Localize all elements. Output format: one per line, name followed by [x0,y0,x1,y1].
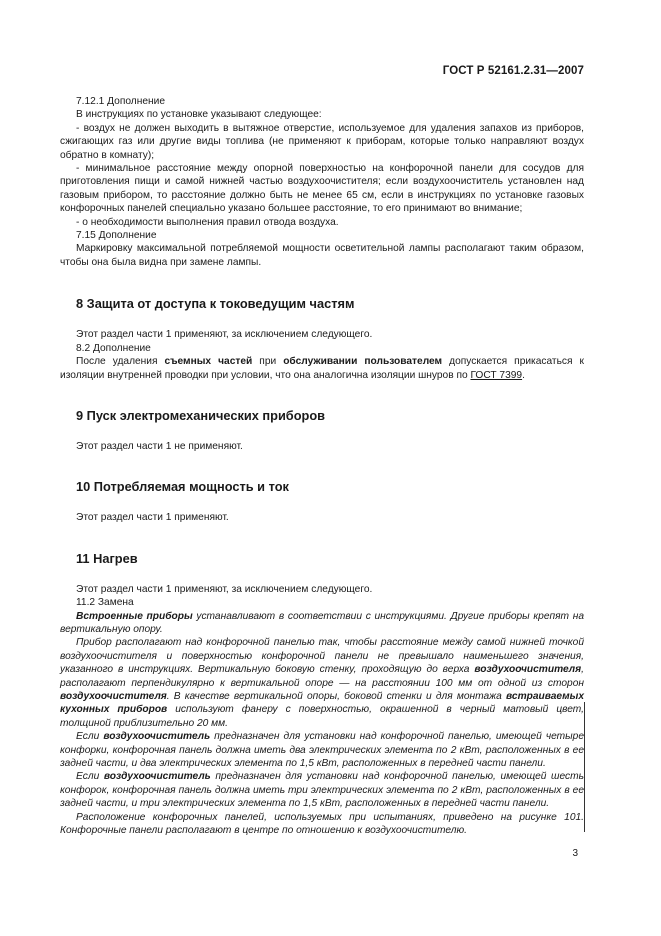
section-8-heading: 8 Защита от доступа к токоведущим частям [76,296,355,312]
subclause-8-2-heading: 8.2 Дополнение [76,342,151,354]
document-code: ГОСТ Р 52161.2.31—2007 [442,65,584,77]
subclause-7-15-heading: 7.15 Дополнение [76,230,157,242]
list-item: - минимальное расстояние между опорной поверхностью на конфорочной панели для сосудов для приготовления пищи и самой нижней частью воздухоочистителя; если воздухоочиститель установлен над газовым прибором, то расстояние должно быть не менее 65 см, если в инструкциях по установке газовых конфорочных панелей специально указано большее расстояние, то его принимают во внимание; [60,163,584,215]
list-item: - о необходимости выполнения правил отвода воздуха. [76,216,339,228]
page-body [60,95,584,837]
page-number: 3 [572,848,578,859]
change-bar [584,702,585,832]
paragraph: Прибор располагают над конфорочной панелью так, чтобы расстояние между самой нижней точкой воздухоочистителя и поверхностью конфорочной панели не превышало наименьшего значения, указанного в инструкциях. Вертикальную боковую стенку, проходящую до верха воздухоочистителя, располагают перпендикулярно к вертикальной опоре — на расстоянии 100 мм от одной из сторон воздухоочистителя. В качестве вертикальной опоры, боковой стенки и для монтажа встраиваемых кухонных приборов используют фанеру с поверхностью, окрашенной в черный матовый цвет, толщиной приблизительно 20 мм. [60,637,585,729]
paragraph: Расположение конфорочных панелей, используемых при испытаниях, приведено на рисунке 101. Конфорочные панели располагают в центре по отношению к воздухоочистителю. [60,811,584,837]
paragraph: Если воздухоочиститель предназначен для установки над конфорочной панелью, имеющей четыре конфорки, конфорочная панель должна иметь два электрических элемента по 2 кВт, расположенных в ее задней части, и два электрических элемента по 1,5 кВт, расположенных в передней части панели. [60,731,584,769]
paragraph: Этот раздел части 1 применяют. [76,512,229,524]
section-9-heading: 9 Пуск электромеханических приборов [76,407,326,423]
paragraph: После удаления съемных частей при обслуживании пользователем допускается прикасаться к изоляции внутренней проводки при условии, что она аналогична изоляции шнуров по ГОСТ 7399. [60,356,584,381]
subclause-11-2-heading: 11.2 Замена [76,597,134,609]
section-11-heading: 11 Нагрев [76,550,138,566]
list-item: - воздух не должен выходить в вытяжное отверстие, используемое для удаления запахов из приборов, сжигающих газ или другие виды топлива (не применяют к приборам, которые только направляют воздух обратно в комнату); [60,122,584,161]
paragraph: Этот раздел части 1 применяют, за исключением следующего. [76,329,373,341]
paragraph: В инструкциях по установке указывают следующее: [76,109,322,121]
paragraph: Если воздухоочиститель предназначен для установки над конфорочной панелью, имеющей шесть конфорок, конфорочная панель должна иметь три электрических элемента по 2 кВт, расположенных в ее задней части, и три электрических элемента по 1,5 кВт, расположенных в передней части панели. [60,771,584,810]
gost-7399-link[interactable]: ГОСТ 7399 [470,369,523,381]
subclause-7-12-1-heading: 7.12.1 Дополнение [76,96,166,107]
paragraph: Этот раздел части 1 применяют, за исключением следующего. [76,583,373,595]
paragraph: Этот раздел части 1 не применяют. [76,440,243,452]
section-10-heading: 10 Потребляемая мощность и ток [76,479,289,495]
paragraph: Встроенные приборы устанавливают в соответствии с инструкциями. Другие приборы крепят на вертикальную опору. [60,610,584,635]
paragraph: Маркировку максимальной потребляемой мощности осветительной лампы располагают таким образом, чтобы она была видна при замене лампы. [60,243,584,268]
